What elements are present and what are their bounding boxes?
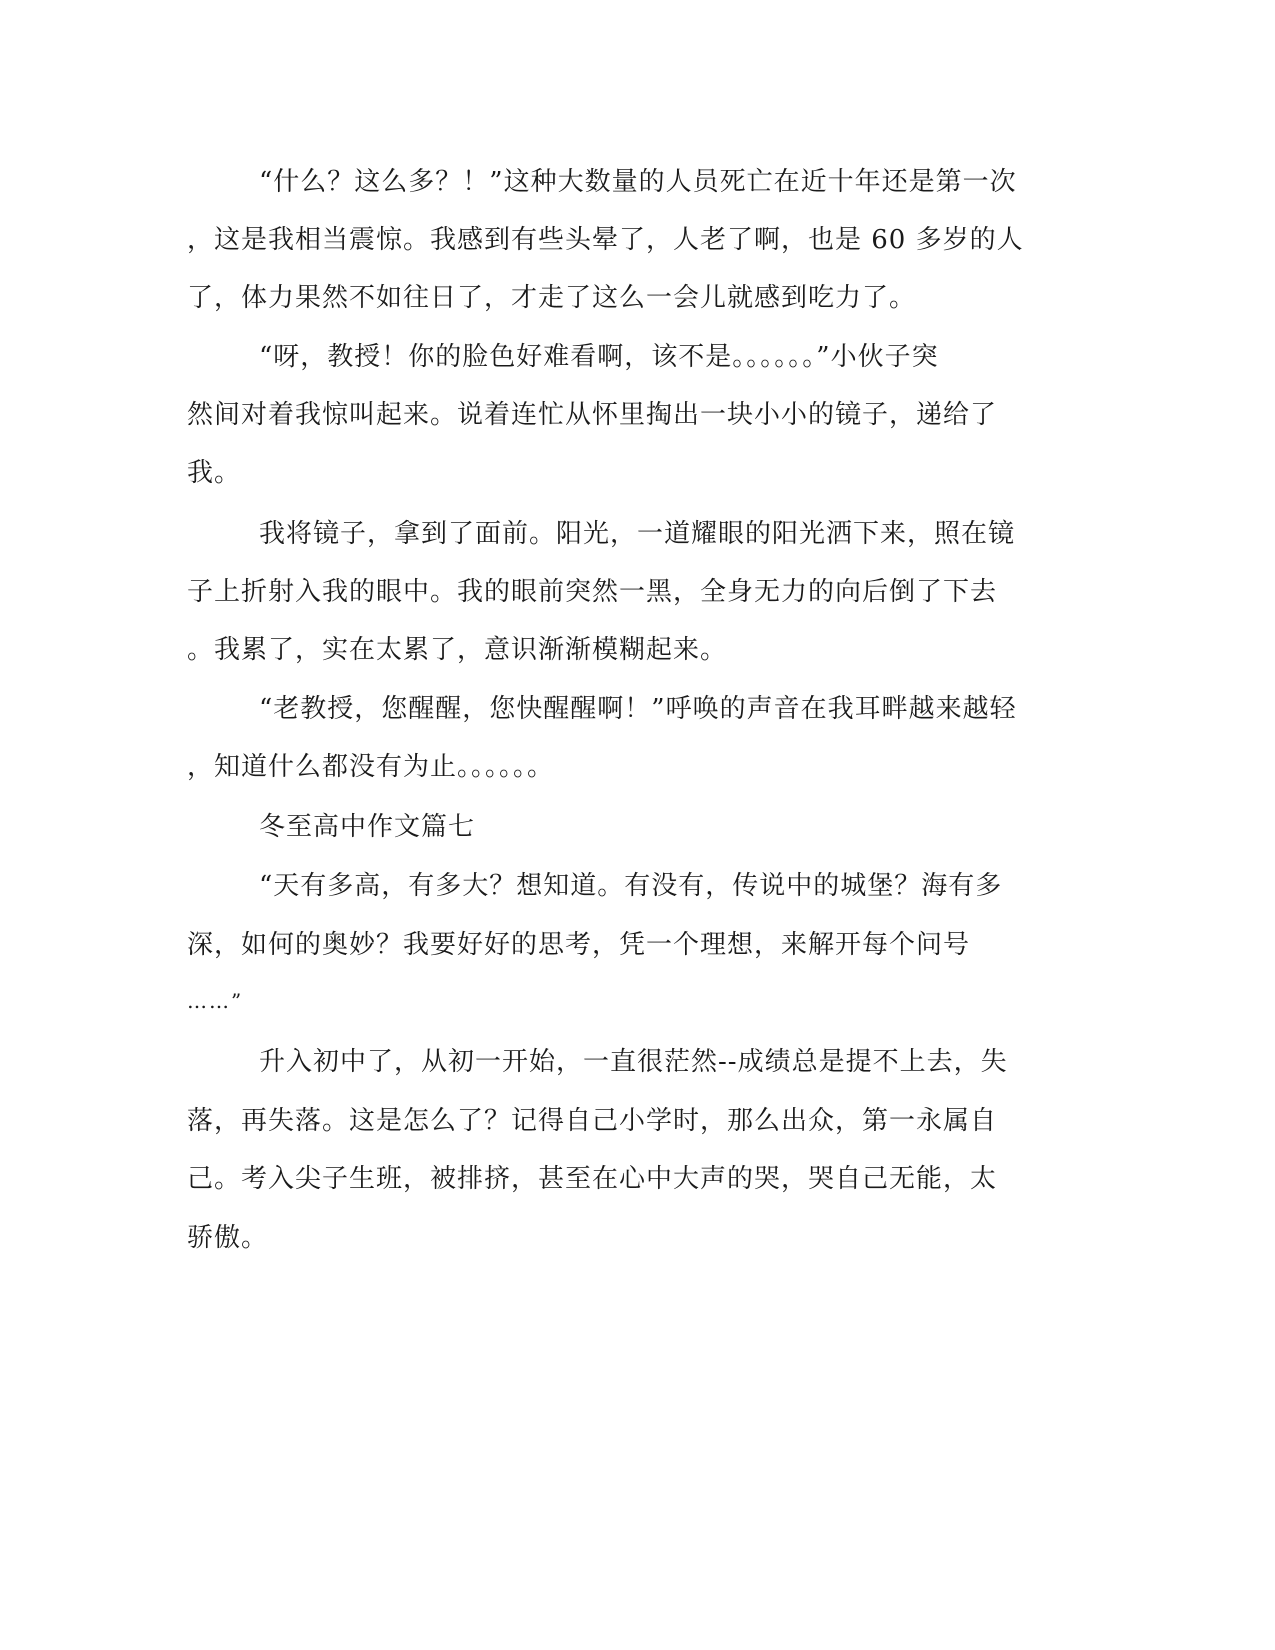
text-line: 我将镜子，拿到了面前。阳光，一道耀眼的阳光洒下来，照在镜 <box>259 519 1016 549</box>
text-line: “什么？这么多？！”这种大数量的人员死亡在近十年还是第一次 <box>259 167 1017 197</box>
text-line: 深，如何的奥妙？我要好好的思考，凭一个理想，来解开每个问号 <box>187 930 971 960</box>
text-line: 子上折射入我的眼中。我的眼前突然一黑，全身无力的向后倒了下去 <box>187 577 998 607</box>
text-line: 落，再失落。这是怎么了？记得自己小学时，那么出众，第一永属自 <box>187 1106 998 1136</box>
text-line: 。我累了，实在太累了，意识渐渐模糊起来。 <box>187 635 728 665</box>
text-line: 我。 <box>187 458 242 488</box>
text-line: 然间对着我惊叫起来。说着连忙从怀里掏出一块小小的镜子，递给了 <box>187 400 998 430</box>
text-line: 了，体力果然不如往日了，才走了这么一会儿就感到吃力了。 <box>187 283 917 313</box>
text-line: 己。考入尖子生班，被排挤，甚至在心中大声的哭，哭自己无能，太 <box>187 1164 998 1194</box>
text-line: ，知道什么都没有为止。。。。。。 <box>187 752 555 782</box>
text-line: 骄傲。 <box>187 1223 269 1253</box>
section-heading: 冬至高中作文篇七 <box>259 812 476 842</box>
text-line: “天有多高，有多大？想知道。有没有，传说中的城堡？海有多 <box>259 871 1003 901</box>
text-line: ……” <box>187 989 244 1013</box>
text-line: 升入初中了，从初一开始，一直很茫然--成绩总是提不上去，失 <box>259 1047 1008 1077</box>
text-line: “老教授，您醒醒，您快醒醒啊！”呼唤的声音在我耳畔越来越轻 <box>259 694 1017 724</box>
text-line: ，这是我相当震惊。我感到有些头晕了，人老了啊，也是 60 多岁的人 <box>187 225 1024 255</box>
text-line: “呀，教授！你的脸色好难看啊，该不是。。。。。。”小伙子突 <box>259 342 939 372</box>
